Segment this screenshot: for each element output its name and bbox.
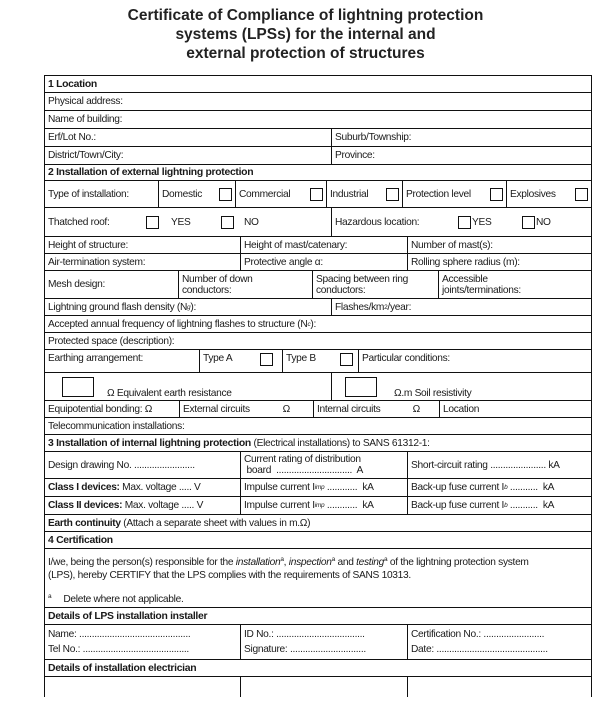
telecom-field[interactable]: Telecommunication installations: <box>48 420 185 432</box>
cert-line-1: I/we, being the person(s) responsible for the installation$^a$, inspection$^a$ and testing$^a$ of the lightning protection system <box>48 556 529 568</box>
class-2-voltage: Max. voltage ..... V <box>122 500 204 511</box>
structure-height-field[interactable]: Height of structure: <box>45 237 241 253</box>
hazardous-location-group <box>332 208 591 236</box>
annual-frequency-end: ): <box>310 318 317 330</box>
option-label: Protection level <box>406 188 471 200</box>
thatched-no-checkbox[interactable] <box>221 216 234 229</box>
option-industrial[interactable] <box>327 181 403 207</box>
section-3-subtitle: (Electrical installations) to SANS 61312-1: <box>250 437 430 449</box>
flashes-per-km-field[interactable] <box>332 299 591 315</box>
impulse-subscript: imp <box>314 502 325 509</box>
soil-resistivity-group <box>332 373 591 400</box>
flash-density-row <box>45 299 591 316</box>
title-line-3: external protection of structures <box>186 45 425 62</box>
accessible-label-1: Accessible <box>442 273 488 285</box>
equipotential-bonding-field[interactable]: Equipotential bonding: Ω <box>45 401 180 417</box>
class-2-label: Class II devices: <box>48 500 123 511</box>
title-line-2: systems (LPSs) for the internal and <box>175 26 436 43</box>
yes-label: YES <box>472 216 492 228</box>
section-2-header <box>45 165 591 181</box>
thatched-hazardous-row <box>45 208 591 237</box>
section-heading: 2 Installation of external lightning protection <box>48 167 254 178</box>
section-3-header <box>45 435 591 452</box>
impulse-subscript: imp <box>314 484 325 491</box>
type-b-label: Type B <box>286 353 316 364</box>
backup-fuse-end: ........... kA <box>507 500 555 511</box>
flash-density-field[interactable] <box>45 299 332 315</box>
mesh-row <box>45 271 591 299</box>
backup-fuse-label: Back-up fuse current I <box>411 500 505 511</box>
cert-line-2: (LPS), hereby CERTIFY that the LPS complies with the requirements of SANS 10313. <box>48 570 411 581</box>
external-circuits-field[interactable] <box>180 401 314 417</box>
certification-statement <box>45 549 591 607</box>
flashes-label: Flashes/km <box>335 301 385 313</box>
erf-suburb-row <box>45 129 591 147</box>
option-explosives[interactable] <box>507 181 591 207</box>
section-3-title: 3 Installation of internal lightning protection <box>48 437 251 449</box>
thatched-yes-checkbox[interactable] <box>146 216 159 229</box>
cert-inspection: inspection <box>288 557 332 568</box>
current-rating-field[interactable] <box>241 452 408 478</box>
design-drawing-row <box>45 452 591 479</box>
mesh-design-field[interactable]: Mesh design: <box>45 271 179 298</box>
no-label: NO <box>536 216 551 228</box>
air-termination-field[interactable]: Air-termination system: <box>45 254 241 270</box>
electrician-details-row <box>45 677 591 697</box>
electrician-heading: Details of installation electrician <box>48 662 197 674</box>
particular-conditions-field[interactable]: Particular conditions: <box>362 353 450 364</box>
class-2-impulse-field[interactable] <box>241 497 408 514</box>
electrician-id-cell[interactable] <box>241 677 408 697</box>
protection-level-checkbox[interactable] <box>490 188 503 201</box>
installation-type-label: Type of installation: <box>45 181 159 207</box>
cert-testing: testing <box>356 557 385 568</box>
down-conductors-label-1: Number of down <box>182 273 253 285</box>
erf-lot-field[interactable]: Erf/Lot No.: <box>45 129 332 146</box>
hazardous-location-label: Hazardous location: <box>335 216 420 228</box>
protected-space-field[interactable]: Protected space (description): <box>48 335 175 347</box>
certificate-title <box>0 6 611 63</box>
section-1-header <box>45 76 591 93</box>
building-name-row[interactable] <box>45 111 591 129</box>
no-label: NO <box>244 216 259 228</box>
ring-spacing-label-1: Spacing between ring <box>316 273 408 285</box>
yes-label: YES <box>171 216 191 228</box>
external-circuits-label: External circuits <box>183 403 250 415</box>
class-1-row <box>45 479 591 497</box>
earth-continuity-label: Earth continuity <box>48 517 121 529</box>
impulse-label: Impulse current I <box>244 482 315 493</box>
installer-id-field[interactable]: ID No.: ................................... <box>244 629 365 640</box>
impulse-end: ............ kA <box>324 500 374 511</box>
class-2-row <box>45 497 591 515</box>
soil-resistivity-label: Ω.m Soil resistivity <box>394 388 472 399</box>
impulse-end: ............ kA <box>324 482 374 493</box>
building-name-field[interactable]: Name of building: <box>48 114 123 125</box>
earthing-arrangement-label: Earthing arrangement: <box>45 350 200 372</box>
domestic-checkbox[interactable] <box>219 188 232 201</box>
type-a-checkbox[interactable] <box>260 353 273 366</box>
mast-height-field[interactable]: Height of mast/catenary: <box>241 237 408 253</box>
province-field[interactable]: Province: <box>335 150 375 161</box>
flashes-superscript: 2 <box>384 303 388 311</box>
impulse-label: Impulse current I <box>244 500 315 511</box>
section-4-header <box>45 532 591 549</box>
option-domestic[interactable] <box>159 181 236 207</box>
footnote-mark: a <box>48 593 52 600</box>
height-row <box>45 237 591 254</box>
electrician-reg-cell[interactable] <box>408 677 591 697</box>
air-termination-row <box>45 254 591 271</box>
current-rating-label-2: board .............................. A <box>244 465 364 476</box>
annual-frequency-subscript: c <box>307 320 311 328</box>
cert-installation: installation <box>235 557 281 568</box>
earth-resistance-group <box>45 373 332 400</box>
title-line-1: Certificate of Compliance of lightning protection <box>127 7 484 24</box>
installer-date-field[interactable]: Date: ............................................ <box>411 644 548 655</box>
accessible-joints-field[interactable] <box>439 271 591 298</box>
installer-tel-field[interactable]: Tel No.: .......................................... <box>48 644 189 655</box>
accessible-label-2: joints/terminations: <box>442 284 521 296</box>
cert-text: I/we, being the person(s) responsible for the <box>48 557 236 568</box>
physical-address-field[interactable]: Physical address: <box>48 96 123 107</box>
electrician-header <box>45 660 591 677</box>
backup-fuse-subscript: b <box>504 484 508 491</box>
commercial-checkbox[interactable] <box>310 188 323 201</box>
electrician-name-cell[interactable] <box>45 677 241 697</box>
district-field[interactable]: District/Town/City: <box>45 147 332 164</box>
class-2-voltage-field[interactable] <box>45 497 241 514</box>
down-conductors-field[interactable] <box>179 271 313 298</box>
earth-resistance-label: Ω Equivalent earth resistance <box>107 388 232 399</box>
annual-frequency-field[interactable] <box>45 316 591 332</box>
installer-name-tel <box>45 625 241 659</box>
thatched-roof-label: Thatched roof: <box>48 216 110 228</box>
thatched-roof-group <box>45 208 332 236</box>
section-heading <box>45 435 591 451</box>
explosives-checkbox[interactable] <box>575 188 588 201</box>
installation-type-row <box>45 181 591 208</box>
section-heading: 1 Location <box>48 78 97 90</box>
installer-signature-field[interactable]: Signature: .............................. <box>244 644 366 655</box>
hazardous-yes-checkbox[interactable] <box>458 216 471 229</box>
class-1-label: Class I devices: <box>48 482 120 493</box>
design-drawing-field[interactable]: Design drawing No. ........................ <box>45 452 241 478</box>
backup-fuse-end: ........... kA <box>507 482 555 493</box>
backup-fuse-subscript: b <box>504 502 508 509</box>
ohm-unit: Ω <box>282 403 290 415</box>
mast-count-field[interactable]: Number of mast(s): <box>411 239 493 251</box>
installer-header <box>45 608 591 625</box>
option-commercial[interactable] <box>236 181 327 207</box>
ring-spacing-field[interactable] <box>313 271 439 298</box>
earth-resistance-input[interactable] <box>62 377 94 397</box>
ohm-unit: Ω <box>412 403 420 415</box>
installer-heading: Details of LPS installation installer <box>48 610 208 622</box>
footnote-mark: a <box>384 556 388 563</box>
suburb-field[interactable]: Suburb/Township: <box>335 132 412 143</box>
industrial-checkbox[interactable] <box>386 188 399 201</box>
district-province-row <box>45 147 591 165</box>
class-2-backup-fuse-field[interactable] <box>408 497 591 514</box>
flash-density-end: ): <box>190 301 196 313</box>
option-type-a[interactable] <box>200 350 283 372</box>
class-1-voltage-field[interactable] <box>45 479 241 496</box>
class-1-voltage: Max. voltage ..... V <box>119 482 201 493</box>
option-type-b[interactable] <box>283 350 359 372</box>
backup-fuse-label: Back-up fuse current I <box>411 482 505 493</box>
internal-circuits-field[interactable] <box>314 401 440 417</box>
rolling-sphere-field[interactable]: Rolling sphere radius (m): <box>411 256 520 268</box>
resistance-row <box>45 373 591 401</box>
installer-cert-date <box>408 625 591 659</box>
footnote-mark: a <box>280 556 284 563</box>
footnote-mark: a <box>331 556 335 563</box>
earth-continuity-field <box>45 515 591 531</box>
down-conductors-label-2: conductors: <box>182 284 232 296</box>
class-1-backup-fuse-field[interactable] <box>408 479 591 496</box>
flash-density-subscript: g <box>187 303 191 311</box>
bonding-row <box>45 401 591 418</box>
cert-and: and <box>334 557 357 568</box>
type-a-label: Type A <box>203 353 233 364</box>
annual-frequency-row[interactable] <box>45 316 591 333</box>
installer-details-row <box>45 625 591 660</box>
installer-id-signature <box>241 625 408 659</box>
type-b-checkbox[interactable] <box>340 353 353 366</box>
option-label: Explosives <box>510 188 556 200</box>
cert-text: of the lightning protection system <box>387 557 529 568</box>
flash-density-label: Lightning ground flash density (N <box>48 301 188 313</box>
compliance-form <box>44 75 592 697</box>
hazardous-no-checkbox[interactable] <box>522 216 535 229</box>
option-label: Domestic <box>162 188 203 200</box>
location-field[interactable]: Location <box>443 403 480 415</box>
short-circuit-field[interactable]: Short-circuit rating ...................... kA <box>411 459 560 471</box>
footnote-text: Delete where not applicable. <box>63 594 184 605</box>
flashes-end: /year: <box>387 301 412 313</box>
telecom-row[interactable] <box>45 418 591 435</box>
footnote <box>48 590 184 606</box>
option-label: Commercial <box>239 188 291 200</box>
earth-continuity-note: (Attach a separate sheet with values in m.Ω) <box>120 517 311 529</box>
section-heading: 4 Certification <box>48 534 113 546</box>
earthing-row <box>45 350 591 373</box>
protected-space-row[interactable] <box>45 333 591 350</box>
physical-address-row[interactable] <box>45 93 591 111</box>
installer-cert-no-field[interactable]: Certification No.: ........................ <box>411 629 545 640</box>
annual-frequency-label: Accepted annual frequency of lightning flashes to structure (N <box>48 318 308 330</box>
ring-spacing-label-2: conductors: <box>316 284 366 296</box>
soil-resistivity-input[interactable] <box>345 377 377 397</box>
option-protection-level[interactable] <box>403 181 507 207</box>
current-rating-label-1: Current rating of distribution <box>244 454 361 465</box>
class-1-impulse-field[interactable] <box>241 479 408 496</box>
certification-statement-row <box>45 549 591 608</box>
earth-continuity-row <box>45 515 591 532</box>
option-label: Industrial <box>330 188 369 200</box>
internal-circuits-label: Internal circuits <box>317 403 381 415</box>
installer-name-field[interactable]: Name: ............................................ <box>48 629 191 640</box>
protective-angle-field[interactable]: Protective angle α: <box>241 254 408 270</box>
